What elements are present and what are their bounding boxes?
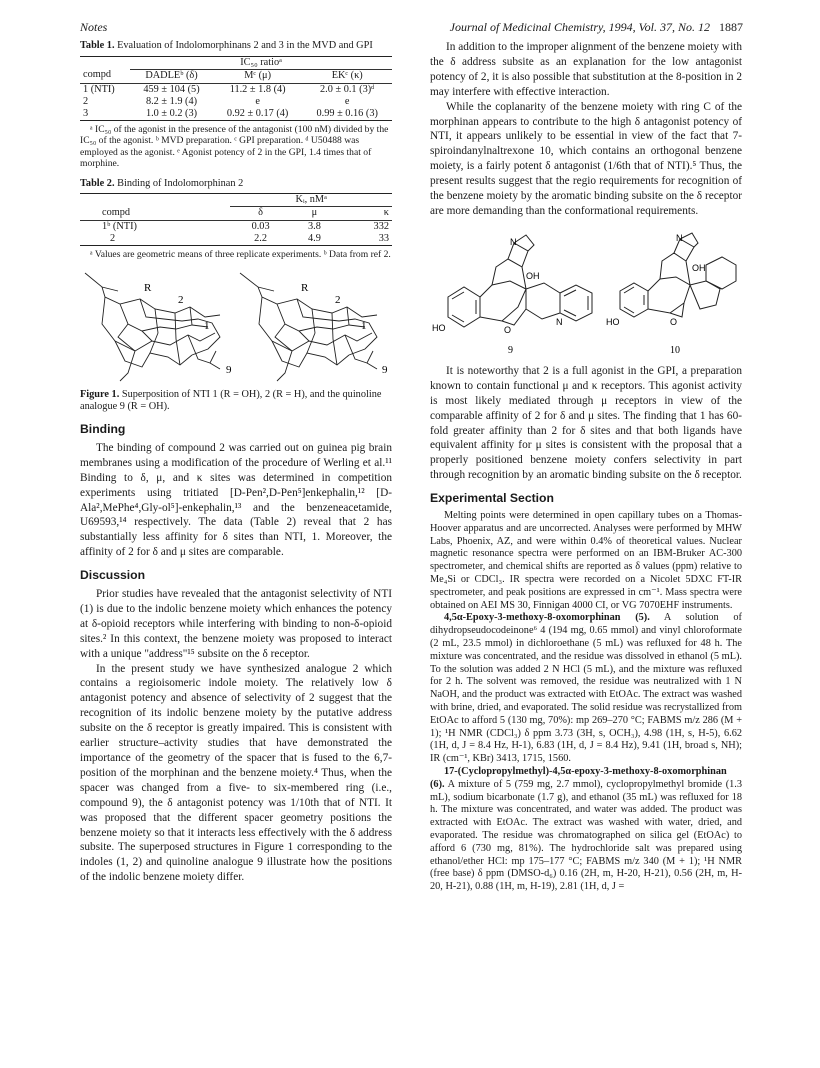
table1-title: Evaluation of Indolomorphinans 2 and 3 in the MVD and GPI: [117, 40, 373, 51]
table1-col-m: Mᶜ (μ): [213, 69, 303, 83]
discussion-paragraph-1: Prior studies have revealed that the antagonist selectivity of NTI (1) is due to the indolic benzene moiety which enhances the potency at δ-opioid receptors while interfering with binding to non-δ-opioid sites.² In this context, the benzene moiety was proposed to interact with a unique "address"¹⁵ subsite on the δ receptor.: [80, 588, 392, 660]
right-paragraph-2: While the coplanarity of the benzene moiety with ring C of the morphinan appears to contribute to the high δ antagonist potency of NTI, it appears unlikely to be essential in view of the fact that 7-spiroindanylnaltrexone 10, which contains an orthogonal benzene moiety, is a fairly potent δ antagonist (1/6th that of NTI).⁵ Thus, the present results suggest that the regio requirements for recognition of the benzene moiety by the aromatic binding subsite on the δ receptor are more demanding than the conformational requirements.: [430, 100, 742, 217]
right-paragraph-3: It is noteworthy that 2 is a full agonist in the GPI, a preparation known to contain functional μ and κ receptors. This agonist activity is most likely mediated through μ receptors in view of the comparable affinity of 2 for δ and μ sites. The finding that 1 has 60-fold greater affinity than 2 for δ sites and that both ligands have equivalent affinity for μ sites is consistent with the proposal that a properly positioned benzene moiety confers selectivity in part through recognition by an aromatic binding subsite on the δ receptor.: [430, 364, 742, 482]
compound-6-title: 17-(Cyclopropylmethyl)-4,5α-epoxy-3-methoxy-8-oxomorphinan (6).: [430, 765, 727, 790]
table-cell: 0.99 ± 0.16 (3): [316, 107, 378, 119]
table-row: [80, 96, 392, 108]
table-cell: 4.9: [308, 233, 321, 245]
table2-span-header: Kᵢ, nMᵃ: [230, 194, 392, 207]
journal-volume: 1994, Vol. 37, No. 12: [605, 20, 710, 34]
table-row: [80, 233, 392, 246]
table2-col-kappa: κ: [338, 207, 392, 221]
table1-span-header: IC₅₀ ratioᵃ: [130, 56, 392, 69]
table-row: [80, 83, 392, 96]
table-cell: 33: [378, 233, 389, 245]
journal-name: Journal of Medicinal Chemistry,: [449, 20, 606, 34]
experimental-paragraph-1: Melting points were determined in open capillary tubes on a Thomas-Hoover apparatus and are uncorrected. Analyses were performed by MHW Labs, Phoenix, AZ, and were within 0.4% of theoretical values. Nuclear magnetic resonance spectra were performed on an IBM-Bruker AC-300 spectrometer, and chemical shifts are reported as δ values (ppm) relative to Me₄Si or CDCl₃. IR spectra were recorded on a Nicolet 5DXC FT-IR spectrometer, and peak positions are expressed in cm⁻¹. Mass spectra were obtained on AEI MS 30, Finnigan 4000 CI, or VG 7070EHF instruments.: [430, 510, 742, 611]
table1-col-compd: compd: [80, 69, 130, 83]
table1-col-ek: EKᶜ (κ): [302, 69, 392, 83]
figure1-caption-text: Superposition of NTI 1 (R = OH), 2 (R = H), and the quinoline analogue 9 (R = OH).: [80, 388, 382, 413]
atom-n-ring-9: N: [556, 316, 563, 327]
table2-col-compd: compd: [80, 207, 230, 221]
table-cell: 0.03: [251, 221, 270, 233]
figure1-label: Figure 1.: [80, 388, 120, 400]
compound-10-label: 10: [670, 344, 680, 356]
compound-5-title: 4,5α-Epoxy-3-methoxy-8-oxomorphinan (5).: [444, 612, 650, 624]
table-cell: 3: [83, 107, 89, 119]
binding-heading: Binding: [80, 421, 126, 436]
table-cell: 2: [83, 95, 89, 107]
table2-caption: [80, 178, 392, 191]
experimental-compound-5: [430, 612, 742, 766]
running-header-left: Notes: [80, 20, 108, 34]
table-cell: 1ᵇ (NTI): [102, 221, 137, 233]
right-column: [430, 40, 742, 894]
table-cell: 2: [110, 233, 116, 245]
page-number: 1887: [719, 20, 743, 34]
figure1-label-2-left: 2: [178, 293, 184, 306]
right-paragraph-1: In addition to the improper alignment of the benzene moiety with the δ address subsite as an explanation for the low antagonist potency of 2, it is also possible that substitution at the 8-position in 2 may interfere with effective interaction.: [430, 41, 742, 98]
figure1-label-1-left: 1: [204, 319, 210, 332]
table1-label: Table 1.: [80, 40, 115, 51]
table1-footnote: ᵃ IC₅₀ of the agonist in the presence of the antagonist (100 nM) divided by the IC₅₀ of the agonist. ᵇ MVD preparation. ᶜ GPI preparation. ᵈ U50488 was employed as the agonist. ᵉ Agonist potency of 2 in the GPI, 1.4 times that of morphine.: [80, 123, 389, 170]
table-cell: 1 (NTI): [83, 83, 115, 95]
table2-col-mu: μ: [291, 207, 338, 221]
figure1-label-2-right: 2: [335, 293, 341, 306]
atom-ho-10: HO: [606, 316, 620, 327]
atom-n-9: N: [510, 236, 517, 247]
compound-5-text: A solution of dihydropseudocodeinone⁶ 4 (194 mg, 0.65 mmol) and vinyl chloroformate (2 mL, 23.5 mmol) in dichloroethane (5 mL) was refluxed for 48 h. The mixture was concentrated, and the residue was dissolved in ethanol (5 mL). To the solution was added 2 N HCl (5 mL), and the mixture was refluxed for 2 h. The solvent was removed, the residue was neutralized with 1 N NaOH, and the product was extracted with EtOAc. The extract was washed with brine, dried, and evaporated. The solid residue was recrystallized from EtOAc to afford 5 (130 mg, 70%): mp 269–270 °C; FABMS m/z 286 (M + 1); ¹H NMR (CDCl₃) δ ppm 3.73 (3H, s, OCH₃), 4.98 (1H, s, H-5), 6.62 (1H, d, J = 8.4 Hz, H-1), 6.83 (1H, d, J = 8.4 Hz), 9.41 (1H, broad s, NH); IR (cm⁻¹, KBr) 3413, 1715, 1560.: [430, 612, 742, 765]
figure1-label-r-right: R: [301, 281, 309, 294]
chemical-structures-drawing: [430, 225, 742, 360]
figure1-label-9-right: 9: [382, 363, 388, 376]
table-cell: 0.92 ± 0.17 (4): [226, 107, 289, 119]
table-cell: 1.0 ± 0.2 (3): [145, 107, 198, 119]
figure1-superposition-drawing: [80, 269, 392, 387]
atom-o-10: O: [670, 316, 678, 327]
table-cell: 2.0 ± 0.1 (3)ᵈ: [320, 83, 375, 95]
discussion-paragraph-2: In the present study we have synthesized analogue 2 which contains a regioisomeric indole moiety. The relatively low δ antagonist potency and absence of selectivity of 2 suggest that the recognition of its indolic benzene moiety by the putative address subsite on the δ receptor is greatly impaired. This is consistent with earlier structure–activity studies that have demonstrated the importance of the geometry of the spacer that is fused to the 6,7-position of the morphinan and the benzene moiety.⁴ Thus, when the spacer was changed from a five- to six-membered ring (i.e., compound 9), the δ antagonist potency was 1/10th that of NTI. It was proposed that the different spacer geometry positions the benzene moiety so that it interacts less effectively with the δ address subsite. The superposed structures in Figure 1 corresponding to the indoles (1, 2) and quinoline analogue 9 illustrate how the positions of the indolic benzene moiety differ.: [80, 662, 392, 884]
left-column: [80, 40, 392, 885]
table2-label: Table 2.: [80, 177, 115, 189]
figure1-label-1-right: 1: [361, 319, 367, 332]
experimental-compound-6: [430, 766, 742, 894]
table-row: [80, 108, 392, 121]
table2-footnote: ᵃ Values are geometric means of three replicate experiments. ᵇ Data from ref 2.: [90, 249, 391, 261]
table-cell: 3.8: [308, 221, 321, 233]
experimental-heading: Experimental Section: [430, 491, 554, 506]
atom-oh-9: OH: [526, 270, 540, 281]
running-header-right: [410, 20, 743, 35]
table1: [80, 56, 392, 121]
table-cell: e: [344, 95, 350, 107]
figure1-caption: [80, 389, 392, 414]
table-cell: 11.2 ± 1.8 (4): [229, 83, 286, 95]
discussion-heading: Discussion: [80, 568, 146, 583]
atom-ho-9: HO: [432, 322, 446, 333]
binding-paragraph: The binding of compound 2 was carried out on guinea pig brain membranes using a modification of the procedure of Werling et al.¹¹ Binding to δ, μ, and κ sites was determined in competition experiments using tritiated [D-Pen²,D-Pen⁵]enkephalin,¹² [D-Ala²,MePhe⁴,Gly-ol⁵]-enkephalin,¹³ and the benzeneacetamide, U69593,¹⁴ respectively. The data (Table 2) reveal that 2 has substantially less affinity for δ sites than NTI, 1. Moreover, the affinity of 2 for δ and μ sites are comparable.: [80, 441, 392, 559]
table-cell: e: [255, 95, 260, 107]
atom-o-9: O: [504, 324, 512, 335]
table-cell: 332: [373, 221, 389, 233]
table-row: [80, 221, 392, 234]
atom-oh-10: OH: [692, 262, 706, 273]
figure1-label-r-left: R: [144, 281, 152, 294]
compound-9-label: 9: [508, 344, 513, 356]
compound-6-text: A mixture of 5 (759 mg, 2.7 mmol), cyclopropylmethyl bromide (1.3 mL), sodium bicarbonate (1.7 g), and ethanol (35 mL) was refluxed for 18 h. The mixture was concentrated, and water was added. The product was extracted with EtOAc. The extract was washed with water, dried, and evaporated. The residue was chromatographed on silica gel (EtOAc) to afford 6 (730 mg, 81%). The hydrochloride salt was prepared using ethanol/ether HCl: mp 175–177 °C; FABMS m/z 340 (M + 1); ¹H NMR (free base) δ ppm (DMSO-d₆) 0.16 (2H, m, H-20, H-21), 0.56 (2H, m, H-20, H-21), 0.88 (1H, m, H-19), 2.81 (1H, d, J =: [430, 778, 742, 893]
table2-col-delta: δ: [230, 207, 290, 221]
structures-9-10: [430, 225, 742, 360]
table2: [80, 193, 392, 246]
table2-title: Binding of Indolomorphinan 2: [117, 177, 244, 189]
figure1-label-9-left: 9: [226, 363, 232, 376]
table1-col-dadle: DADLEᵇ (δ): [130, 69, 213, 83]
table-cell: 459 ± 104 (5): [143, 83, 200, 95]
table1-caption: [80, 40, 392, 53]
table-cell: 2.2: [254, 233, 268, 245]
atom-n-10: N: [676, 232, 683, 243]
figure1-stereo-image: [80, 269, 392, 387]
table-cell: 8.2 ± 1.9 (4): [145, 95, 198, 107]
